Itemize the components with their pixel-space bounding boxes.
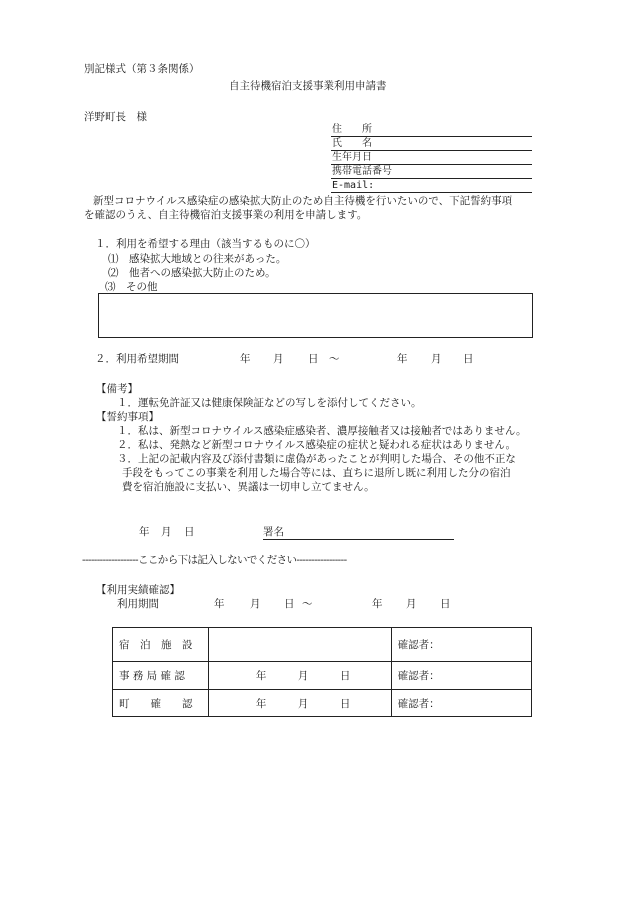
reason-option-1[interactable]: ⑴ 感染拡大地域との往来があった。 (108, 253, 287, 265)
pledge-heading: 【誓約事項】 (96, 411, 159, 423)
signature-year[interactable]: 年 (139, 526, 150, 538)
table-row (113, 690, 532, 717)
office-date-cell: 年 月 日 (208, 662, 391, 690)
actual-from-month: 月 (250, 598, 261, 610)
actual-from-day: 日 (284, 598, 295, 610)
office-confirmer: 確認者： (391, 662, 531, 690)
period-from-month[interactable]: 月 (273, 353, 284, 365)
actual-heading: 【利用実績確認】 (96, 584, 180, 596)
signature-field[interactable] (263, 539, 454, 540)
signature-day[interactable]: 日 (184, 526, 195, 538)
town-date-cell: 年 月 日 (208, 690, 391, 717)
birthdate-label: 生年月日 (332, 152, 372, 163)
row-label-town: 町 確 認 (113, 690, 209, 717)
town-confirmer: 確認者： (391, 690, 531, 717)
signature-label: 署名 (263, 526, 284, 538)
address-label: 住 所 (332, 124, 372, 135)
remarks-heading: 【備考】 (96, 383, 138, 395)
actual-to-month: 月 (406, 598, 417, 610)
form-reference: 別記様式（第３条関係） (84, 63, 200, 75)
email-field[interactable] (331, 192, 532, 193)
pledge-item-3-line-3: 費を宿泊施設に支払い、異議は一切申し立てません。 (122, 481, 375, 493)
reason-option-3[interactable]: ⑶ その他 (105, 281, 158, 293)
actual-to-day: 日 (440, 598, 451, 610)
addressee: 洋野町長 様 (84, 111, 147, 123)
reason-option-2[interactable]: ⑵ 他者への感染拡大防止のため。 (108, 267, 276, 279)
pledge-item-1: １．私は、新型コロナウイルス感染症感染者、濃厚接触者又は接触者ではありません。 (117, 425, 527, 437)
mobile-label: 携帯電話番号 (332, 166, 392, 177)
actual-from-year: 年 (214, 598, 225, 610)
period-from-day[interactable]: 日 (308, 353, 319, 365)
table-row (113, 662, 532, 690)
table-row (113, 628, 532, 662)
facility-confirmer: 確認者： (391, 628, 531, 662)
period-to-day[interactable]: 日 (463, 353, 474, 365)
pledge-item-3-line-2: 手段をもってこの事業を利用した場合等には、直ちに退所し既に利用した分の宿泊 (122, 467, 511, 479)
office-use-separator: -------------------ここから下は記入しないでください----------------- (82, 554, 347, 566)
form-title: 自主待機宿泊支援事業利用申請書 (229, 80, 387, 92)
actual-to-year: 年 (372, 598, 383, 610)
period-from-year[interactable]: 年 (240, 353, 251, 365)
facility-middle-cell (208, 628, 391, 662)
period-to-month[interactable]: 月 (431, 353, 442, 365)
name-label: 氏 名 (332, 138, 372, 149)
confirmation-table (112, 627, 532, 717)
pledge-item-2: ２．私は、発熱など新型コロナウイルス感染症の症状と疑われる症状はありません。 (117, 439, 516, 451)
intro-line-2: を確認のうえ、自主待機宿泊支援事業の利用を申請します。 (84, 209, 368, 221)
actual-tilde: ～ (302, 598, 313, 610)
period-tilde: ～ (329, 353, 340, 365)
period-to-year[interactable]: 年 (397, 353, 408, 365)
intro-line-1: 新型コロナウイルス感染症の感染拡大防止のため自主待機を行いたいので、下記誓約事項 (93, 195, 513, 207)
other-reason-box[interactable] (98, 293, 533, 338)
actual-period-label: 利用期間 (117, 598, 159, 610)
remarks-item-1: １．運転免許証又は健康保険証などの写しを添付してください。 (117, 397, 422, 409)
pledge-item-3-line-1: ３．上記の記載内容及び添付書類に虚偽があったことが判明した場合、その他不正な (117, 453, 516, 465)
email-label: E-mail: (332, 180, 375, 191)
row-label-facility: 宿 泊 施 設 (113, 628, 209, 662)
signature-month[interactable]: 月 (161, 526, 172, 538)
row-label-office: 事 務 局 確 認 (113, 662, 209, 690)
period-label: ２．利用希望期間 (95, 353, 179, 365)
reason-heading: １．利用を希望する理由（該当するものに〇） (95, 238, 316, 250)
